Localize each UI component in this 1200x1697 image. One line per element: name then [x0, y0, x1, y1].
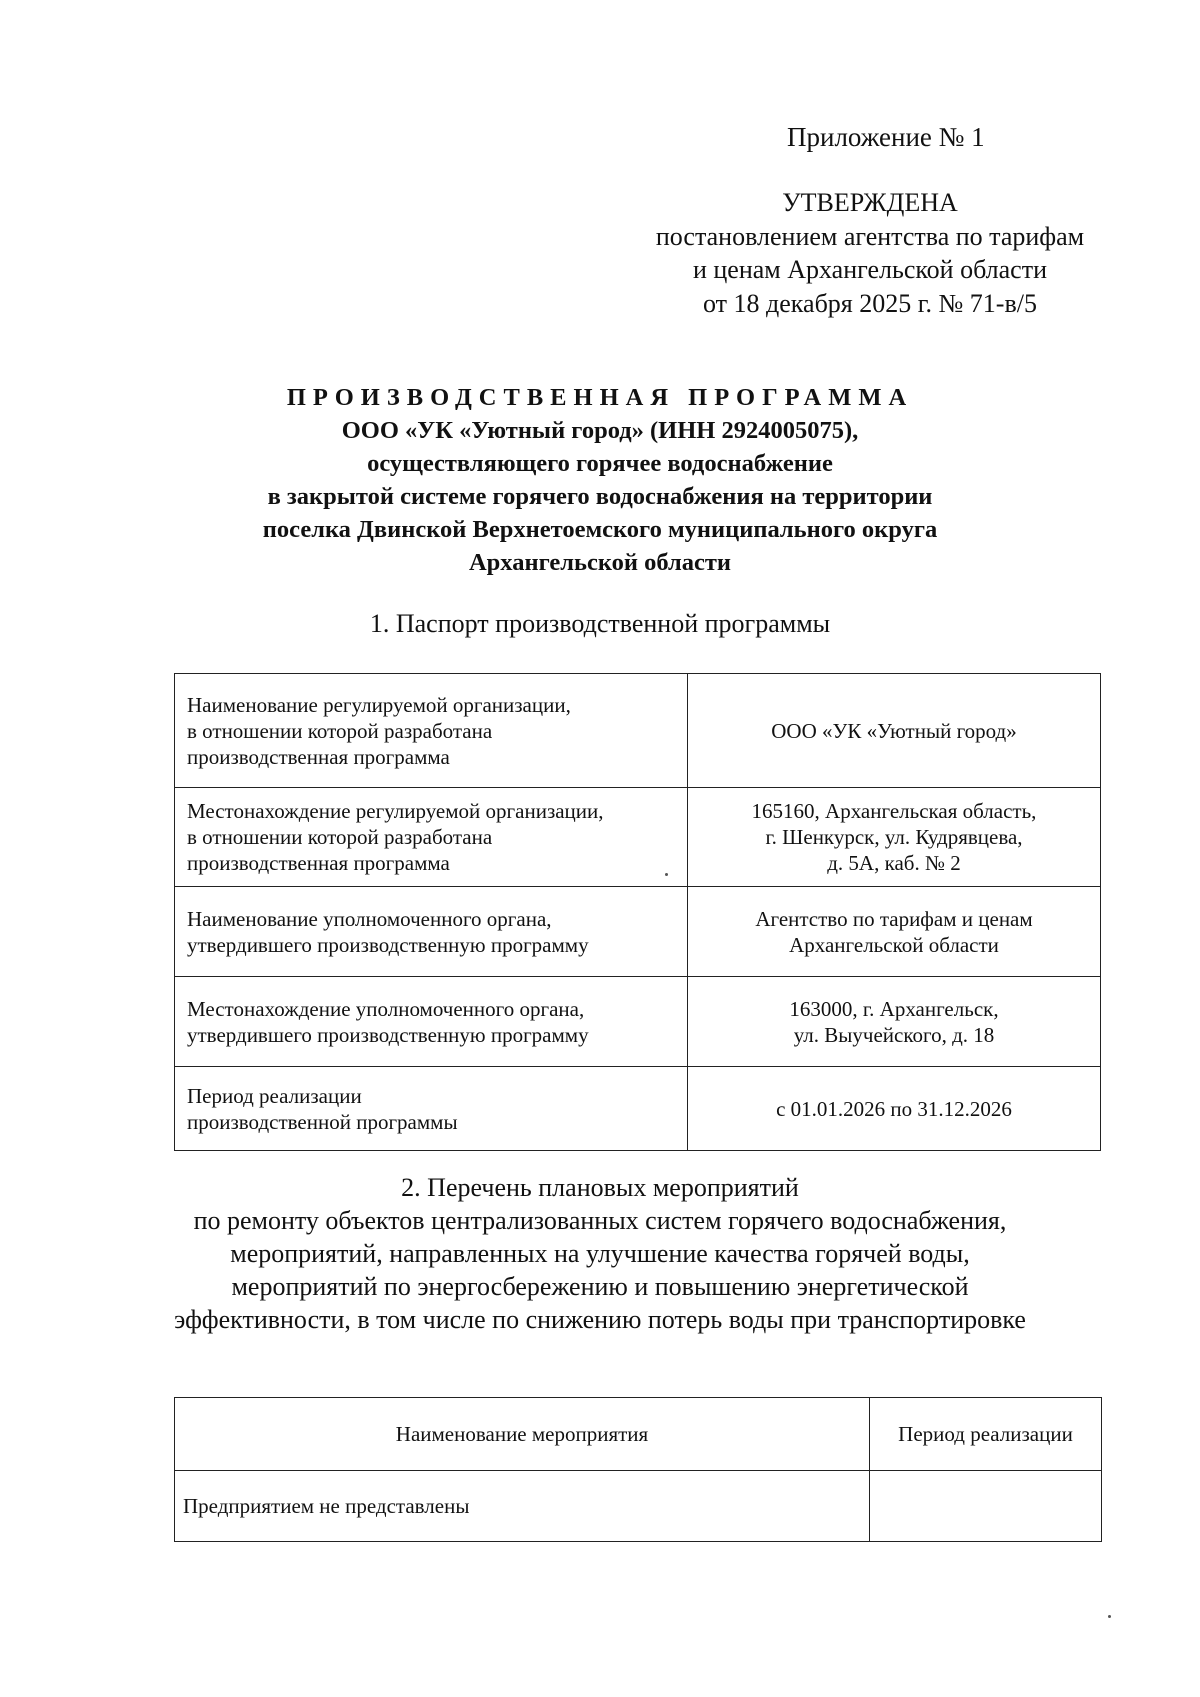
row-value: ООО «УК «Уютный город»: [688, 674, 1101, 788]
approval-line: и ценам Архангельской области: [692, 255, 1048, 284]
table-row: [175, 887, 1101, 977]
appendix-label: Приложение № 1: [787, 122, 985, 152]
table-row: [175, 1471, 1102, 1542]
section2-heading-line: мероприятий, направленных на улучшение качества горячей воды,: [230, 1239, 970, 1268]
row-label: Местонахождение регулируемой организации, в отношении которой разработана производственная программа: [175, 788, 688, 887]
section2-heading-line: по ремонту объектов централизованных систем горячего водоснабжения,: [193, 1206, 1007, 1235]
row-value: Агентство по тарифам и ценам Архангельской области: [688, 887, 1101, 977]
measure-period-cell: [870, 1471, 1102, 1542]
column-header-name: Наименование мероприятия: [175, 1398, 870, 1471]
table-row: [175, 674, 1101, 788]
title-line: в закрытой системе горячего водоснабжения на территории: [267, 483, 933, 510]
title-line: ООО «УК «Уютный город» (ИНН 2924005075),: [341, 417, 859, 444]
approval-line: УТВЕРЖДЕНА: [782, 188, 958, 217]
approval-line: постановлением агентства по тарифам: [655, 221, 1085, 251]
row-label: Период реализации производственной программы: [175, 1067, 688, 1151]
measures-table: [174, 1397, 1102, 1542]
approval-block: [600, 186, 1140, 320]
title-line: осуществляющего горячее водоснабжение: [367, 450, 833, 477]
row-label: Наименование уполномоченного органа, утвердившего производственную программу: [175, 887, 688, 977]
table-row: [175, 1067, 1101, 1151]
document-title: [150, 381, 1050, 579]
table-header-row: [175, 1398, 1102, 1471]
title-heading: ПРОИЗВОДСТВЕННАЯ ПРОГРАММА: [286, 384, 914, 411]
approval-line: от 18 декабря 2025 г. № 71-в/5: [703, 288, 1037, 318]
scan-speck: [1108, 1615, 1111, 1618]
title-line: Архангельской области: [468, 549, 732, 576]
column-header-period: Период реализации: [870, 1398, 1102, 1471]
row-value: 165160, Архангельская область, г. Шенкурск, ул. Кудрявцева, д. 5А, каб. № 2: [688, 788, 1101, 887]
section2-heading-line: 2. Перечень плановых мероприятий: [401, 1173, 799, 1202]
table-row: [175, 977, 1101, 1067]
title-line: поселка Двинской Верхнетоемского муниципального округа: [262, 516, 938, 543]
row-value: с 01.01.2026 по 31.12.2026: [688, 1067, 1101, 1151]
section1-heading: 1. Паспорт производственной программы: [369, 609, 831, 638]
section2-heading-line: эффективности, в том числе по снижению потерь воды при транспортировке: [174, 1305, 1026, 1334]
measure-name-cell: Предприятием не представлены: [175, 1471, 870, 1542]
scan-speck: [665, 873, 668, 876]
passport-table: [174, 673, 1101, 1151]
section2-heading-line: мероприятий по энергосбережению и повышению энергетической: [231, 1272, 969, 1301]
row-value: 163000, г. Архангельск, ул. Выучейского, д. 18: [688, 977, 1101, 1067]
row-label: Местонахождение уполномоченного органа, утвердившего производственную программу: [175, 977, 688, 1067]
table-row: [175, 788, 1101, 887]
row-label: Наименование регулируемой организации, в отношении которой разработана производственная программа: [175, 674, 688, 788]
section2-heading: [120, 1171, 1080, 1336]
